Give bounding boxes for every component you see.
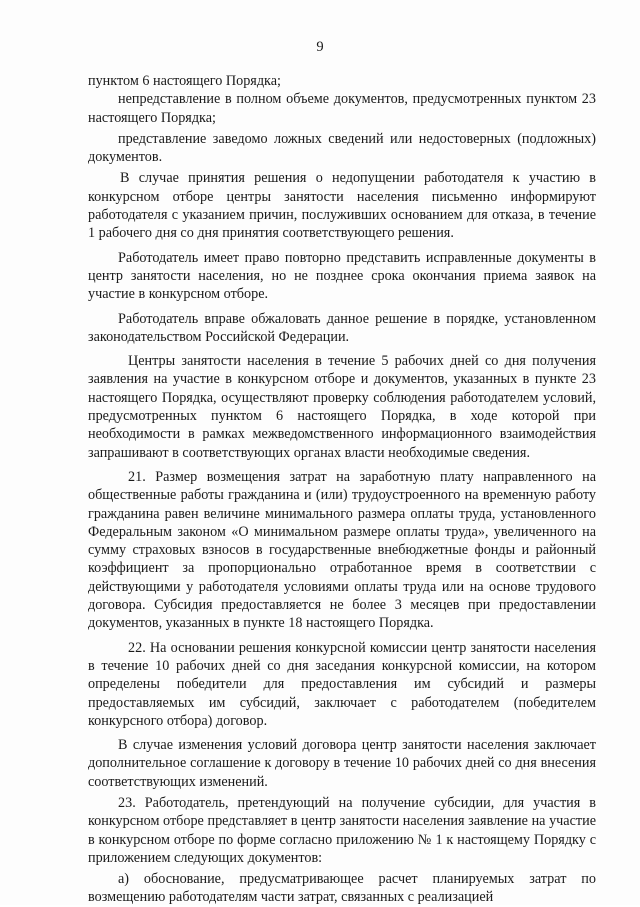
paragraph-item-23: 23. Работодатель, претендующий на получение субсидии, для участия в конкурсном отборе представляет в центр занятости населения заявление на участие в конкурсном отборе по форме согласно приложению № 1 к настоящему Порядку с приложением следующих документов: <box>88 794 596 866</box>
paragraph-list-item-false-information: представление заведомо ложных сведений или недостоверных (подложных) документов. <box>88 130 596 166</box>
page-number: 9 <box>316 39 324 55</box>
paragraph-appeal-right: Работодатель вправе обжаловать данное решение в порядке, установленном законодательством Российской Федерации. <box>88 310 596 345</box>
paragraph-resubmission-right: Работодатель имеет право повторно представить исправленные документы в центр занятости населения, но не позднее срока окончания приема заявок на участие в конкурсном отборе. <box>88 249 596 303</box>
document-body <box>88 72 596 907</box>
paragraph-item-23-a: а) обоснование, предусматривающее расчет планируемых затрат по возмещению работодателям части затрат, связанных с реализацией <box>88 871 596 906</box>
paragraph-continuation: пунктом 6 настоящего Порядка; <box>88 73 281 89</box>
paragraph-item-22: 22. На основании решения конкурсной комиссии центр занятости населения в течение 10 рабочих дней со дня заседания конкурсной комиссии, на котором определены победители для предоставления им субсидий и размеры предоставляемых им субсидий, заключает с работодателем (победителем конкурсного отбора) договор. <box>88 639 596 729</box>
paragraph-rejection-notice: В случае принятия решения о недопущении работодателя к участию в конкурсном отборе центры занятости населения письменно информируют работодателя с указанием причин, послуживших основанием для отказа, в течение 1 рабочего дня со дня принятия соответствующего решения. <box>88 170 596 242</box>
paragraph-list-item-incomplete-documents: непредставление в полном объеме документов, предусмотренных пунктом 23 настоящего Порядка; <box>88 91 596 126</box>
paragraph-item-21: 21. Размер возмещения затрат на заработную плату направленного на общественные работы гражданина и (или) трудоустроенного на временную работу гражданина равен величине минимального размера оплаты труда, установленного Федеральным законом «О минимальном размере оплаты труда», увеличенного на сумму страховых взносов в государственные внебюджетные фонды и районный коэффициент за пропорционально отработанное время в соответствии с действующими у работодателя условиями оплаты труда или на основе трудового договора. Субсидия предоставляется не более 3 месяцев при предоставлении документов, указанных в пункте 18 настоящего Порядка. <box>88 468 596 632</box>
paragraph-contract-amendment: В случае изменения условий договора центр занятости населения заключает дополнительное соглашение к договору в течение 10 рабочих дней со дня внесения соответствующих изменений. <box>88 737 596 790</box>
paragraph-verification: Центры занятости населения в течение 5 рабочих дней со дня получения заявления на участие в конкурсном отборе и документов, указанных в пункте 23 настоящего Порядка, осуществляют проверку соблюдения работодателем условий, предусмотренных пунктом 6 настоящего Порядка, в ходе которой при необходимости в рамках межведомственного информационного взаимодействия запрашивают в соответствующих органах власти необходимые сведения. <box>88 353 596 461</box>
